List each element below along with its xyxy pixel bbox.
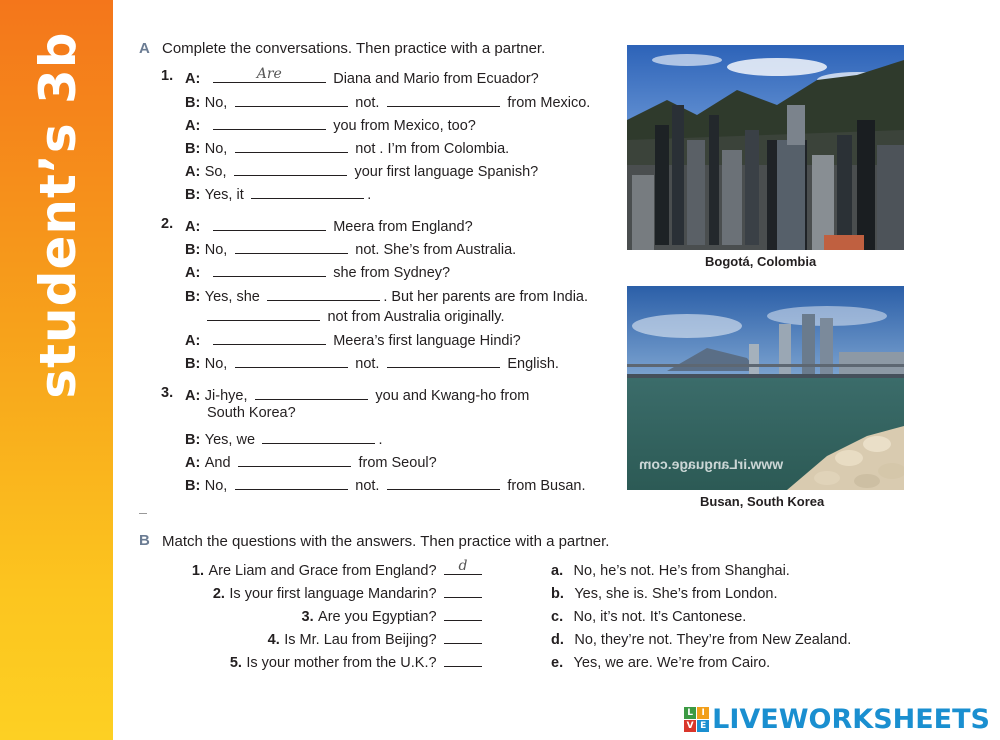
speaker-label: A: xyxy=(185,118,201,134)
question-number: 4. xyxy=(267,632,280,648)
answer-blank[interactable] xyxy=(387,353,500,368)
answer-blank[interactable] xyxy=(387,475,500,490)
c2-line-3 xyxy=(185,262,450,282)
busan-photo xyxy=(627,286,904,490)
bogota-cityscape-image xyxy=(627,45,904,250)
line-text: not. xyxy=(355,478,380,494)
speaker-label: A: xyxy=(185,164,201,180)
answer-text: No, it’s not. It’s Cantonese. xyxy=(573,609,747,625)
question-text: Is your mother from the U.K.? xyxy=(246,655,437,671)
speaker-label: B: xyxy=(185,432,201,448)
speaker-label: B: xyxy=(185,95,201,111)
answer-c xyxy=(551,608,746,626)
question-5 xyxy=(230,652,485,672)
answer-blank[interactable] xyxy=(235,353,348,368)
c1-line-3 xyxy=(185,115,476,135)
section-b-letter: B xyxy=(139,532,150,549)
section-a-letter: A xyxy=(139,40,150,57)
match-blank[interactable] xyxy=(444,560,482,575)
line-text: not . I’m from Colombia. xyxy=(355,141,510,157)
answer-d xyxy=(551,631,851,649)
line-text: No, xyxy=(204,95,228,111)
line-text: you and Kwang-ho from xyxy=(375,388,530,404)
answer-text: No, they’re not. They’re from New Zealand. xyxy=(574,632,852,648)
speaker-label: A: xyxy=(185,71,201,87)
line-text: No, xyxy=(204,356,228,372)
line-text: from Seoul? xyxy=(358,455,437,471)
c2-line-6 xyxy=(185,330,521,350)
sidebar-banner xyxy=(0,0,113,740)
line-text: Meera from England? xyxy=(333,219,473,235)
line-text: No, xyxy=(204,478,228,494)
sidebar-title: student’s 3b xyxy=(29,31,87,399)
line-text: English. xyxy=(507,356,559,372)
question-text: Is Mr. Lau from Beijing? xyxy=(284,632,437,648)
c1-line-2 xyxy=(185,92,590,112)
speaker-label: A: xyxy=(185,265,201,281)
c3-line-1-continued: South Korea? xyxy=(207,405,296,421)
busan-caption: Busan, South Korea xyxy=(700,494,825,509)
answer-b xyxy=(551,585,777,603)
answer-blank[interactable] xyxy=(235,475,348,490)
answer-blank[interactable] xyxy=(213,330,326,345)
logo-letter: E xyxy=(697,720,709,732)
answer-blank[interactable] xyxy=(213,115,326,130)
answer-blank[interactable] xyxy=(235,138,348,153)
line-text: Yes, it xyxy=(204,187,244,203)
answer-blank[interactable] xyxy=(238,452,351,467)
handwritten-answer: Are xyxy=(256,66,282,82)
speaker-label: B: xyxy=(185,478,201,494)
speaker-label: B: xyxy=(185,242,201,258)
line-text: from Mexico. xyxy=(507,95,591,111)
section-a-instruction: Complete the conversations. Then practice with a partner. xyxy=(162,40,546,57)
bogota-photo xyxy=(627,45,904,250)
question-number: 1. xyxy=(191,563,204,579)
logo-text: LIVEWORKSHEETS xyxy=(712,704,990,735)
answer-e xyxy=(551,654,770,672)
c2-line-4 xyxy=(185,286,588,306)
answer-letter: e. xyxy=(551,655,564,671)
answer-blank[interactable] xyxy=(255,385,368,400)
question-number: 3. xyxy=(301,609,314,625)
logo-letter: I xyxy=(697,707,709,719)
line-text: Ji-hye, xyxy=(204,388,248,404)
answer-blank[interactable] xyxy=(207,306,320,321)
line-text: . xyxy=(367,187,372,203)
speaker-label: A: xyxy=(185,455,201,471)
c2-line-2 xyxy=(185,239,516,259)
logo-letter: V xyxy=(684,720,696,732)
answer-blank[interactable] xyxy=(262,429,375,444)
line-text: from Busan. xyxy=(507,478,586,494)
match-blank[interactable] xyxy=(444,583,482,598)
question-text: Is your first language Mandarin? xyxy=(229,586,437,602)
answer-letter: c. xyxy=(551,609,564,625)
answer-text: Yes, we are. We’re from Cairo. xyxy=(573,655,771,671)
divider-mark xyxy=(139,513,147,514)
match-blank[interactable] xyxy=(444,652,482,667)
question-text: Are you Egyptian? xyxy=(318,609,437,625)
bogota-caption: Bogotá, Colombia xyxy=(705,254,817,269)
answer-letter: a. xyxy=(551,563,564,579)
answer-blank[interactable] xyxy=(235,239,348,254)
line-text: Yes, we xyxy=(204,432,256,448)
line-text: not. She’s from Australia. xyxy=(355,242,517,258)
answer-blank[interactable] xyxy=(387,92,500,107)
question-3 xyxy=(302,606,486,626)
line-text: your first language Spanish? xyxy=(354,164,539,180)
speaker-label: B: xyxy=(185,289,201,305)
question-2 xyxy=(213,583,485,603)
c3-line-3 xyxy=(185,452,437,472)
conversation-3-number: 3. xyxy=(161,385,174,401)
answer-blank[interactable] xyxy=(235,92,348,107)
question-1 xyxy=(192,560,485,580)
question-text: Are Liam and Grace from England? xyxy=(208,563,437,579)
line-text: not. xyxy=(355,95,380,111)
match-blank[interactable] xyxy=(444,629,482,644)
match-blank[interactable] xyxy=(444,606,482,621)
line-text: Meera’s first language Hindi? xyxy=(333,333,521,349)
line-text: . But her parents are from India. xyxy=(383,289,589,305)
answer-blank[interactable] xyxy=(213,216,326,231)
answer-blank[interactable] xyxy=(213,262,326,277)
answer-text: No, he’s not. He’s from Shanghai. xyxy=(573,563,790,579)
line-text: she from Sydney? xyxy=(333,265,451,281)
speaker-label: B: xyxy=(185,141,201,157)
line-text: No, xyxy=(204,141,228,157)
answer-blank[interactable] xyxy=(251,184,364,199)
logo-letter: L xyxy=(684,707,696,719)
answer-letter: b. xyxy=(551,586,564,602)
answer-blank[interactable] xyxy=(234,161,347,176)
line-text: And xyxy=(204,455,231,471)
line-text: No, xyxy=(204,242,228,258)
c1-line-5 xyxy=(185,161,538,181)
question-4 xyxy=(268,629,485,649)
speaker-label: A: xyxy=(185,388,201,404)
section-b-instruction: Match the questions with the answers. Then practice with a partner. xyxy=(162,533,610,550)
line-text: not from Australia originally. xyxy=(327,309,505,325)
conversation-2-number: 2. xyxy=(161,216,174,232)
line-text: Diana and Mario from Ecuador? xyxy=(333,71,539,87)
line-text: not. xyxy=(355,356,380,372)
c3-line-4 xyxy=(185,475,586,495)
c2-line-1 xyxy=(185,216,473,236)
c1-line-1 xyxy=(185,68,539,88)
c2-line-5 xyxy=(207,306,504,326)
speaker-label: B: xyxy=(185,187,201,203)
live-logo-icon xyxy=(684,707,709,732)
answer-letter: d. xyxy=(551,632,564,648)
liveworksheets-logo[interactable] xyxy=(684,704,990,735)
question-number: 5. xyxy=(229,655,242,671)
answer-text: Yes, she is. She’s from London. xyxy=(574,586,778,602)
watermark-text: www.irLanguage.com xyxy=(639,456,784,472)
answer-blank[interactable] xyxy=(267,286,380,301)
handwritten-answer: d xyxy=(458,558,468,574)
line-text: Yes, she xyxy=(204,289,260,305)
answer-blank[interactable] xyxy=(213,68,326,83)
line-text: you from Mexico, too? xyxy=(333,118,476,134)
c2-line-7 xyxy=(185,353,559,373)
conversation-1-number: 1. xyxy=(161,68,174,84)
speaker-label: A: xyxy=(185,219,201,235)
c3-line-1 xyxy=(185,385,529,405)
c3-line-2 xyxy=(185,429,383,449)
speaker-label: A: xyxy=(185,333,201,349)
speaker-label: B: xyxy=(185,356,201,372)
c1-line-4 xyxy=(185,138,509,158)
question-number: 2. xyxy=(212,586,225,602)
line-text: . xyxy=(378,432,383,448)
answer-a xyxy=(551,562,790,580)
c1-line-6 xyxy=(185,184,371,204)
line-text: So, xyxy=(204,164,227,180)
